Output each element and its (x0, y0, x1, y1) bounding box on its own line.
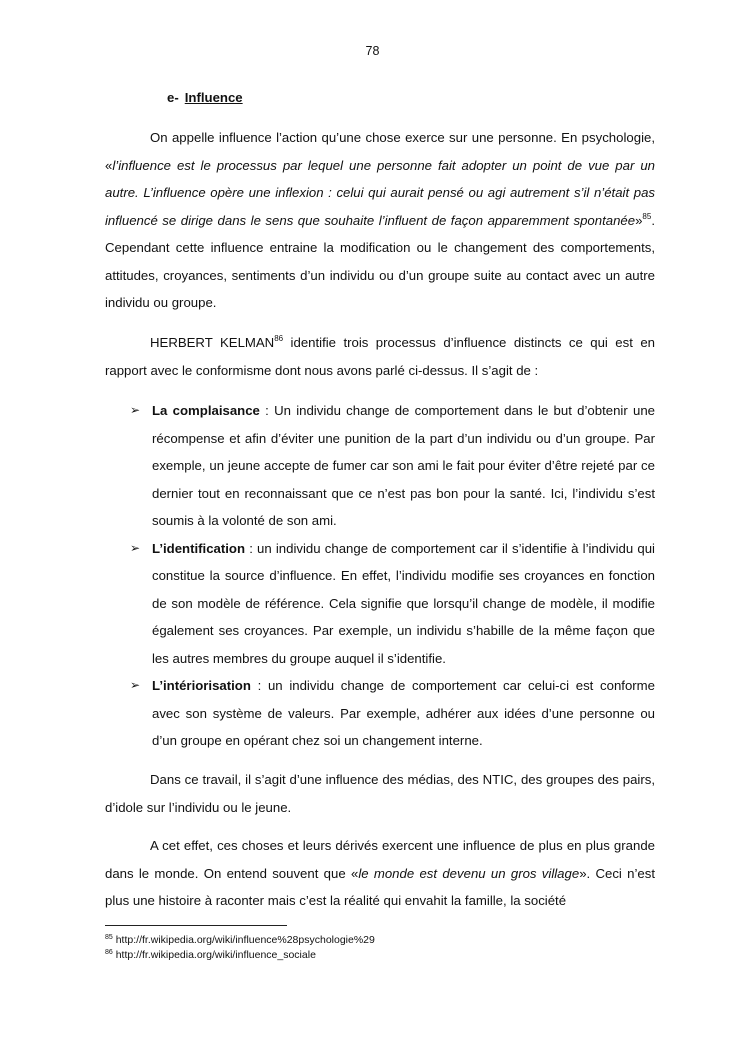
list-item-text: : un individu change de comportement car celui-ci est conforme avec son système de valeurs. Par exemple, adhérer aux idées d’une personne ou d’un groupe en opérant chez soi un changement interne. (152, 678, 655, 748)
influence-process-list (130, 397, 655, 755)
p1-quote-close: » (635, 212, 643, 228)
p4-text-b: ». Ceci n’est plus une histoire à raconter mais c’est la réalité qui envahit la famille, la société (105, 865, 655, 908)
paragraph-definition (105, 124, 655, 317)
footnote-86 (105, 948, 316, 962)
section-title: Influence (184, 90, 243, 105)
footnote-link[interactable]: http://fr.wikipedia.org/wiki/influence_sociale (115, 949, 316, 961)
paragraph-scope: Dans ce travail, il s’agit d’une influence des médias, des NTIC, des groupes des pairs, d’idole sur l’individu ou le jeune. (105, 772, 655, 815)
arrow-bullet-icon: ➢ (130, 540, 141, 555)
arrow-bullet-icon: ➢ (130, 678, 141, 692)
paragraph-kelman (105, 329, 655, 384)
footnote-link[interactable]: http://fr.wikipedia.org/wiki/influence%28psychologie%29 (115, 934, 375, 946)
page-number: 78 (365, 44, 380, 58)
footnote-number: 85 (105, 934, 113, 941)
section-heading (167, 90, 243, 105)
list-item-term: La complaisance (152, 403, 260, 418)
footnote-85 (105, 933, 375, 947)
footnote-number: 86 (105, 949, 113, 956)
list-item-text: : un individu change de comportement car il s’identifie à l’individu qui constitue la source d’influence. En effet, l’individu modifie ses croyances en fonction de son modèle de référence. Cela signifie que lorsqu’il change de modèle, il modifie également ses croyances. Par exemple, un individu s’habille de la même façon que les autres membres du groupe auquel il s’identifie. (152, 540, 655, 666)
footnote-separator (105, 925, 287, 926)
kelman-name: HERBERT KELMAN (150, 335, 275, 350)
list-item-text: : Un individu change de comportement dans le but d’obtenir une récompense et afin d’éviter une punition de la part d’un individu ou d’un groupe. Par exemple, un jeune accepte de fumer car son ami le fait pour éviter d’être rejeté par ce dernier tout en reconnaissant que ce n’est pas bon pour la santé. Ici, l’individu s’est soumis à la volonté de son ami. (152, 403, 656, 528)
footnote-ref-85: 85 (642, 211, 652, 221)
arrow-bullet-icon: ➢ (130, 403, 141, 417)
list-item (130, 672, 655, 755)
p4-text-a: A cet effet, ces choses et leurs dérivés exercent une influence de plus en plus grande dans le monde. On entend souvent que « (105, 838, 655, 881)
p2-text: identifie trois processus d’influence distincts ce qui est en rapport avec le conformisme dont nous avons parlé ci-dessus. Il s’agit de : (105, 335, 655, 378)
section-label: e- (167, 90, 179, 105)
p1-text-a: On appelle influence l’action qu’une chose exerce sur une personne. En psychologie, « (105, 130, 655, 173)
p1-quote: l’influence est le processus par lequel une personne fait adopter un point de vue par un autre. L’influence opère une inflexion : celui qui aurait pensé ou agi autrement s’il n’était pas influencé se dirige dans le sens que souhaite l’influent de façon apparemment spontanée (105, 157, 655, 228)
p1-text-b: . Cependant cette influence entraine la modification ou le changement des comportements, attitudes, croyances, sentiments d’un individu ou d’un groupe suite au contact avec un autre individu ou groupe. (105, 212, 655, 310)
paragraph-global-village (105, 832, 655, 915)
list-item-term: L’intériorisation (152, 678, 251, 693)
footnote-ref-86: 86 (274, 334, 284, 343)
p4-quote: le monde est devenu un gros village (358, 865, 580, 881)
list-item-term: L’identification (152, 540, 246, 556)
list-item (130, 535, 655, 673)
list-item (130, 397, 655, 535)
